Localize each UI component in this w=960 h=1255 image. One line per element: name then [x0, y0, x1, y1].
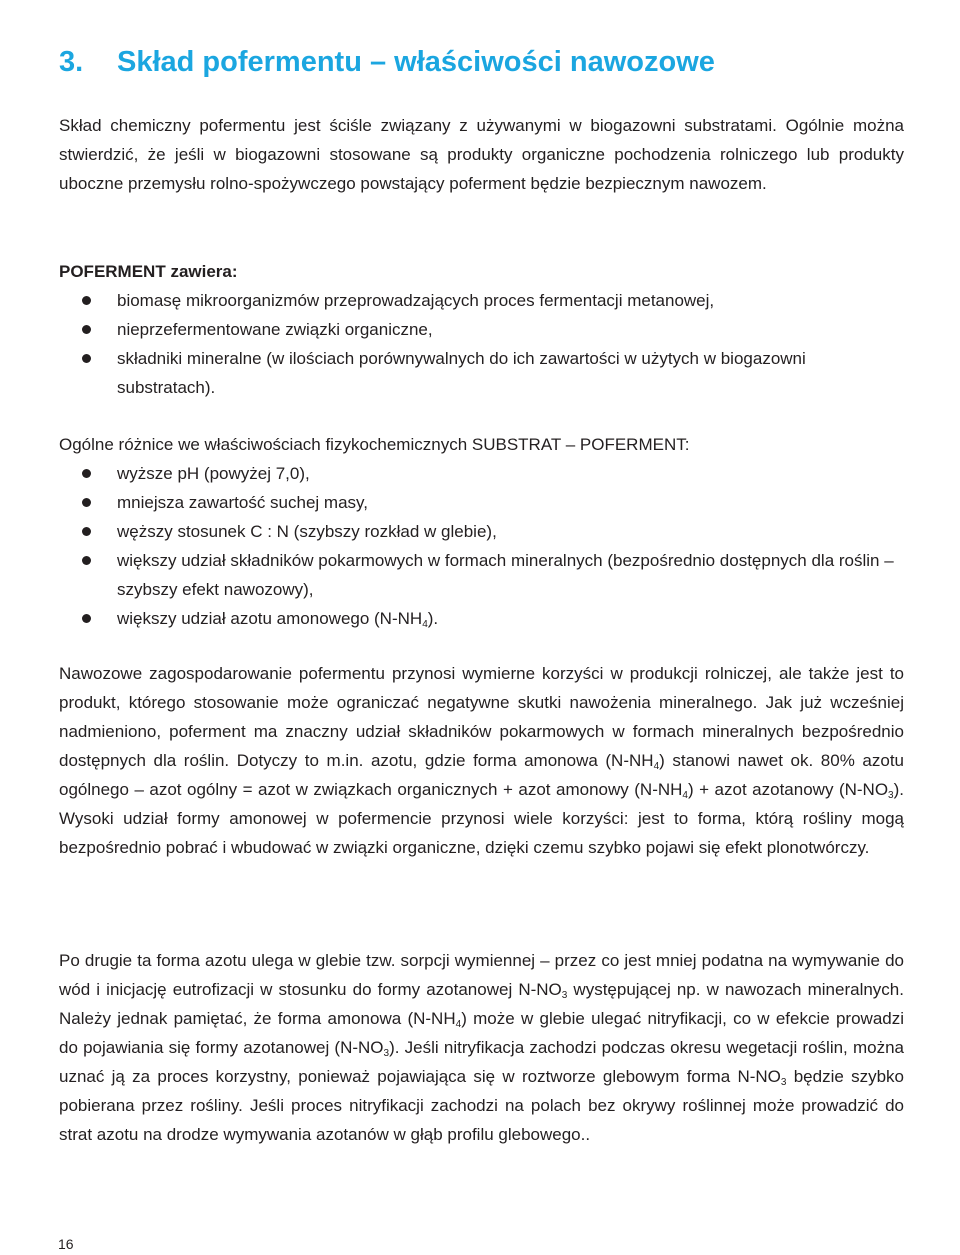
bullet-icon — [82, 498, 91, 507]
list-item — [59, 488, 904, 517]
text-run: ) może w glebie ulegać nitryfikacji, co w efekcie prowadzi do pojawiania się formy azotanowej (N-NO — [59, 1009, 905, 1057]
list-item — [59, 344, 904, 402]
text-run: będzie szybko pobierana przez rośliny. Jeśli proces nitryfikacji zachodzi na polach bez okrywy roślinnej może prowadzić do strat azotu na drodze wymywania azotanów w głąb profilu glebowego.. — [59, 1067, 905, 1144]
list-item-text-part: większy udział azotu amonowego (N-NH — [117, 609, 423, 628]
subscript: 4 — [653, 761, 660, 772]
list-item-text: nieprzefermentowane związki organiczne, — [117, 320, 433, 339]
list-item-text: większy udział składników pokarmowych w formach mineralnych (bezpośrednio dostępnych dla roślin – szybszy efekt nawozowy), — [117, 551, 894, 599]
subscript: 3 — [780, 1077, 787, 1088]
list-item-text — [117, 609, 438, 628]
list-item-text-part: ). — [427, 609, 439, 628]
bullet-icon — [82, 296, 91, 305]
list-item — [59, 546, 904, 604]
poferment-contains-list — [59, 286, 904, 402]
list-item-text: mniejsza zawartość suchej masy, — [117, 493, 368, 512]
text-run: występującej np. w nawozach mineralnych. Należy jednak pamiętać, że forma amonowa (N-NH — [59, 980, 904, 1028]
subscript: 3 — [561, 990, 568, 1001]
list-item-text: biomasę mikroorganizmów przeprowadzających proces fermentacji metanowej, — [117, 291, 715, 310]
bullet-icon — [82, 527, 91, 536]
text-run: ). Jeśli nitryfikacja zachodzi podczas okresu wegetacji roślin, można uznać ją za proces korzystny, ponieważ pojawiająca się w roztworze glebowym forma N-NO — [59, 1038, 904, 1086]
text-run: ) stanowi nawet ok. 80% azotu ogólnego – azot ogólny = azot w związkach organicznych + azot amonowy (N-NH — [59, 751, 904, 799]
bullet-icon — [82, 325, 91, 334]
section-number: 3. — [59, 46, 84, 78]
poferment-contains-heading: POFERMENT zawiera: — [59, 262, 238, 281]
bullet-icon — [82, 556, 91, 565]
text-run: ). Wysoki udział formy amonowej w pofermencie przynosi wiele korzyści: jest to forma, którą rośliny mogą bezpośrednio pobrać i wbudować w związki organiczne, dzięki czemu szybko pojawi się efekt plonotwórczy. — [59, 780, 904, 857]
bullet-icon — [82, 614, 91, 623]
list-item-text: węższy stosunek C : N (szybszy rozkład w glebie), — [117, 522, 497, 541]
section-heading — [59, 46, 715, 79]
text-run: ) + azot azotanowy (N-NO — [687, 780, 889, 799]
subscript: 4 — [422, 619, 428, 630]
fertilizer-use-paragraph — [59, 659, 904, 862]
list-item — [59, 459, 904, 488]
section-title: Skład pofermentu – właściwości nawozowe — [117, 46, 715, 78]
list-item-text: składniki mineralne (w ilościach porównywalnych do ich zawartości w użytych w biogazowni substratach). — [117, 349, 806, 397]
differences-list — [59, 459, 904, 633]
subscript: 3 — [888, 790, 894, 801]
list-item — [59, 517, 904, 546]
nitrification-paragraph — [59, 946, 904, 1149]
intro-paragraph: Skład chemiczny pofermentu jest ściśle związany z używanymi w biogazowni substratami. Ogólnie można stwierdzić, że jeśli w biogazowni stosowane są produkty organiczne pochodzenia rolniczego lub produkty uboczne przemysłu rolno-spożywczego powstający poferment będzie bezpiecznym nawozem. — [59, 116, 904, 193]
subscript: 4 — [682, 790, 688, 801]
differences-heading: Ogólne różnice we właściwościach fizykochemicznych SUBSTRAT – POFERMENT: — [59, 435, 690, 454]
subscript: 4 — [455, 1019, 462, 1030]
subscript: 3 — [383, 1048, 390, 1059]
list-item — [59, 604, 904, 633]
text-run: Po drugie ta forma azotu ulega w glebie tzw. sorpcji wymiennej – przez co jest mniej podatna na wymywanie do wód i inicjację eutrofizacji w stosunku do formy azotanowej N-NO — [59, 951, 904, 999]
text-run: Nawozowe zagospodarowanie pofermentu przynosi wymierne korzyści w produkcji rolniczej, ale także jest to produkt, którego stosowanie może ograniczać negatywne skutki nawożenia mineralnego. Jak już wcześniej nadmieniono, poferment ma znaczny udział składników pokarmowych w formach mineralnych bezpośrednio dostępnych dla roślin. Dotyczy to m.in. azotu, gdzie forma amonowa (N-NH — [59, 664, 904, 770]
bullet-icon — [82, 469, 91, 478]
list-item-text: wyższe pH (powyżej 7,0), — [117, 464, 310, 483]
list-item — [59, 286, 904, 315]
list-item — [59, 315, 904, 344]
bullet-icon — [82, 354, 91, 363]
page-number: 16 — [58, 1236, 74, 1252]
